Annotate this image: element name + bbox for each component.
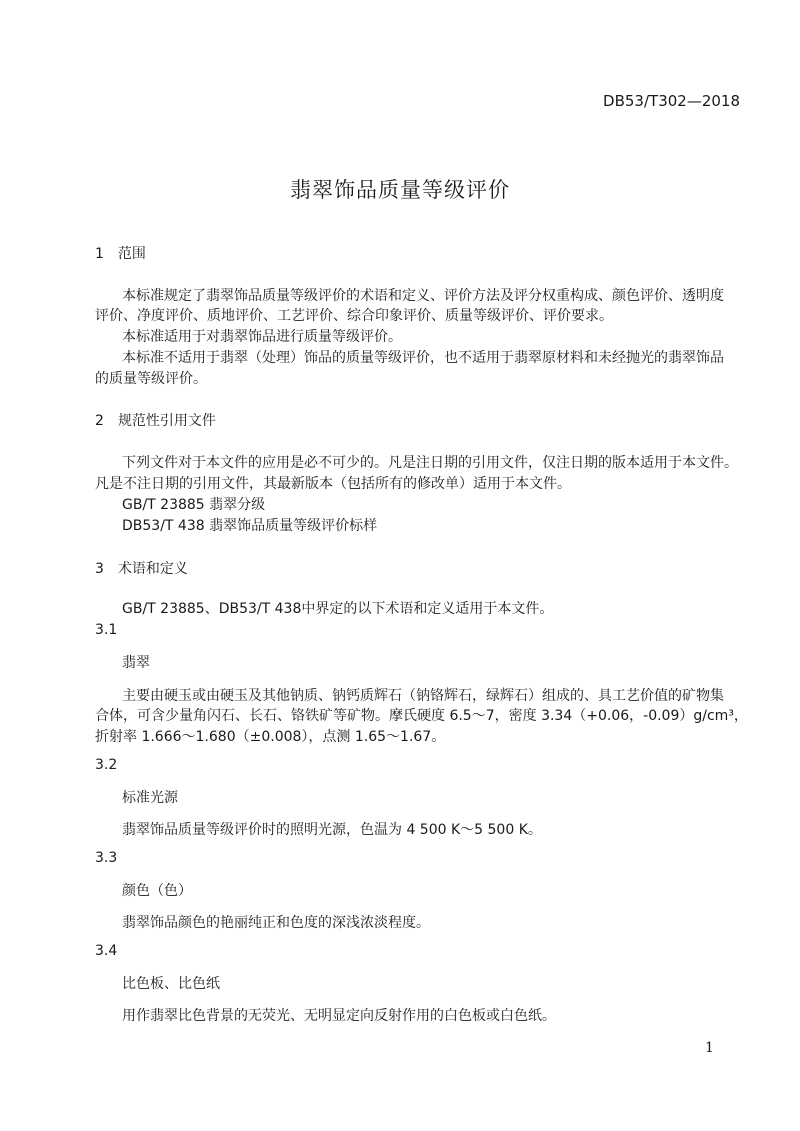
normative-reference: GB/T 23885 翡翠分级 <box>122 497 266 513</box>
section-1-line: 的质量等级评价。 <box>95 371 207 387</box>
term-name: 翡翠 <box>122 655 150 671</box>
section-3-intro: GB/T 23885、DB53/T 438中界定的以下术语和定义适用于本文件。 <box>122 601 554 617</box>
section-1-line: 本标准规定了翡翠饰品质量等级评价的术语和定义、评价方法及评分权重构成、颜色评价、透明度 <box>122 288 724 304</box>
term-name: 比色板、比色纸 <box>122 976 220 992</box>
term-definition: 用作翡翠比色背景的无荧光、无明显定向反射作用的白色板或白色纸。 <box>122 1008 556 1024</box>
page-number: 1 <box>705 1040 714 1056</box>
term-name: 标准光源 <box>122 790 178 806</box>
section-2-line: 凡是不注日期的引用文件，其最新版本（包括所有的修改单）适用于本文件。 <box>95 476 571 492</box>
section-1-line: 本标准适用于对翡翠饰品进行质量等级评价。 <box>122 329 402 345</box>
term-definition: 折射率 1.666～1.680（±0.008），点测 1.65～1.67。 <box>95 729 446 745</box>
standard-code: DB53/T302—2018 <box>603 92 740 110</box>
term-definition: 主要由硬玉或由硬玉及其他钠质、钠钙质辉石（钠铬辉石，绿辉石）组成的、具工艺价值的矿物集 <box>122 688 724 704</box>
section-2-heading: 2 规范性引用文件 <box>95 413 216 429</box>
term-definition: 合体，可含少量角闪石、长石、铬铁矿等矿物。摩氏硬度 6.5～7，密度 3.34（+0.06，-0.09）g/cm³， <box>95 708 748 724</box>
term-definition: 翡翠饰品质量等级评价时的照明光源，色温为 4 500 K～5 500 K。 <box>122 822 542 838</box>
normative-reference: DB53/T 438 翡翠饰品质量等级评价标样 <box>122 518 378 534</box>
term-number: 3.1 <box>95 622 118 638</box>
term-name: 颜色（色） <box>122 883 192 899</box>
section-3-heading: 3 术语和定义 <box>95 561 188 577</box>
section-1-line: 本标准不适用于翡翠（处理）饰品的质量等级评价，也不适用于翡翠原材料和未经抛光的翡翠饰品 <box>122 350 724 366</box>
section-2-line: 下列文件对于本文件的应用是必不可少的。凡是注日期的引用文件，仅注日期的版本适用于本文件。 <box>122 455 738 471</box>
term-number: 3.2 <box>95 757 118 773</box>
term-number: 3.3 <box>95 850 118 866</box>
term-definition: 翡翠饰品颜色的艳丽纯正和色度的深浅浓淡程度。 <box>122 915 430 931</box>
section-1-heading: 1 范围 <box>95 246 146 262</box>
section-1-line: 评价、净度评价、质地评价、工艺评价、综合印象评价、质量等级评价、评价要求。 <box>95 308 613 324</box>
document-title: 翡翠饰品质量等级评价 <box>290 178 510 202</box>
term-number: 3.4 <box>95 943 118 959</box>
